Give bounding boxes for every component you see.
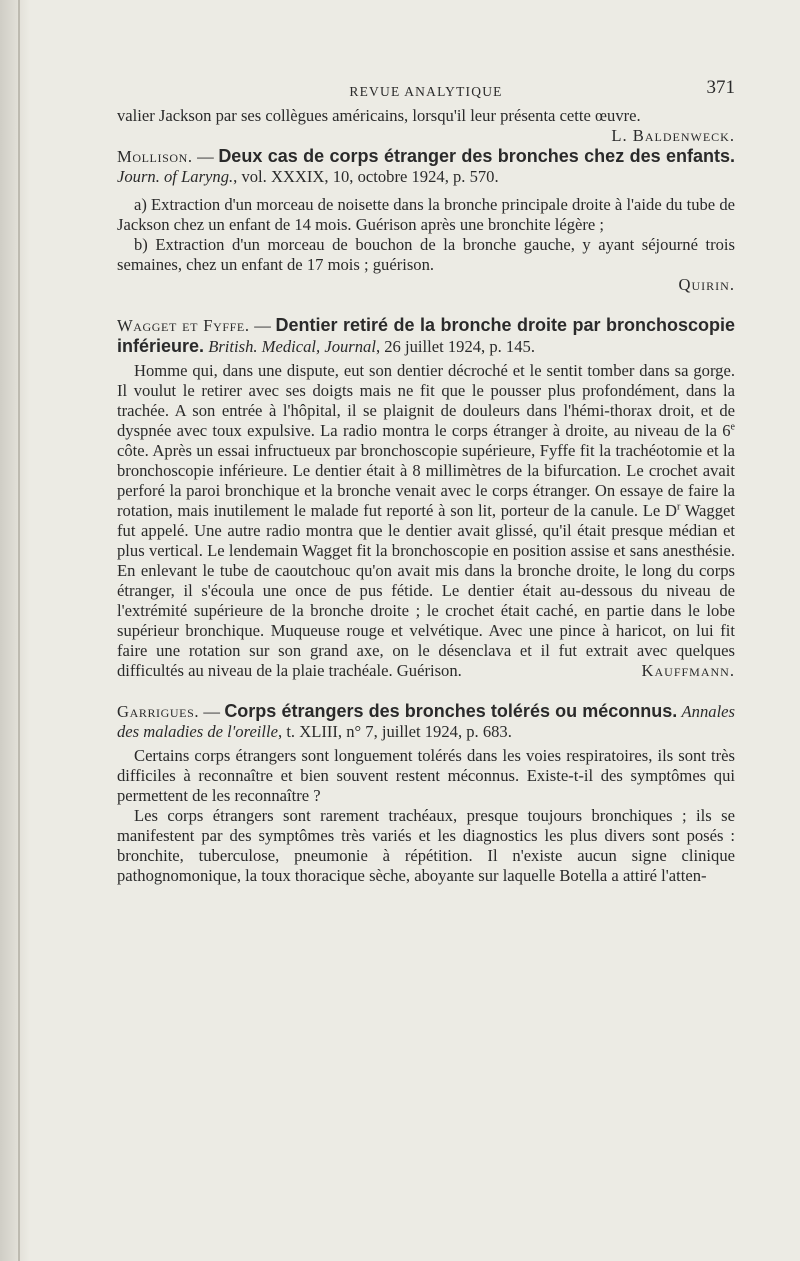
- running-head-title: REVUE ANALYTIQUE: [349, 84, 503, 99]
- superscript: r: [676, 501, 681, 513]
- entry-dash: —: [199, 702, 225, 721]
- paragraph-part: côte. Après un essai infructueux par bronchoscopie supérieure, Fyffe fit la trachéotomie et la bronchoscopie inférieure. Le dentier était à 8 millimètres de la bifurcation. Le crochet avait perforé la paroi bronchique et la bronche venait avec le corps étranger. On essaye de faire la rotation, mais inutilement le malade fut reporté à son lit, porteur de la canule. Le D: [117, 441, 735, 520]
- continuation-text: [117, 106, 735, 145]
- signature-baldenweck: L. Baldenweck.: [611, 126, 735, 145]
- running-head: [117, 76, 735, 106]
- journal-page: [117, 76, 735, 886]
- entry-heading: [117, 146, 735, 187]
- entry-author: Garrigues.: [117, 702, 200, 721]
- entry-dash: —: [192, 147, 219, 166]
- paragraph: Les corps étrangers sont rarement trachéaux, presque toujours bronchiques ; ils se manifestent par des symptômes très variés et les diagnostics les plus divers sont posés : bronchite, tuberculose, pneumonie à répétition. Il n'existe aucun signe clinique pathognomonique, la toux thoracique sèche, aboyante sur laquelle Botella a attiré l'atten-: [117, 806, 735, 885]
- page-spine: [0, 0, 30, 1261]
- continuation-block: [117, 106, 735, 145]
- entry-journal: Journ. of Laryng.: [117, 167, 234, 186]
- entry-title: Corps étrangers des bronches tolérés ou méconnus.: [224, 701, 678, 721]
- entry-wagget-fyffe: [117, 315, 735, 681]
- paragraph: a) Extraction d'un morceau de noisette dans la bronche principale droite à l'aide du tube de Jackson chez un enfant de 14 mois. Guérison après une bronchite légère ;: [117, 195, 735, 234]
- page-number: 371: [706, 77, 735, 98]
- entry-title: Dentier retiré de la bronche droite par bronchoscopie inférieure.: [117, 315, 735, 356]
- entry-reference: , 26 juillet 1924, p. 145.: [375, 337, 535, 356]
- signature-quirin: Quirin.: [678, 275, 735, 294]
- entry-title: Deux cas de corps étranger des bronches chez des enfants.: [218, 146, 735, 166]
- entry-reference: , t. XLIII, n° 7, juillet 1924, p. 683.: [278, 722, 512, 741]
- entry-journal: Annales des maladies de l'oreille: [117, 702, 736, 741]
- entry-mollison: [117, 146, 735, 295]
- entry-journal: British. Medical, Journal: [208, 337, 376, 356]
- paragraph: [117, 361, 735, 681]
- superscript: e: [730, 421, 735, 433]
- entry-heading: [117, 315, 735, 357]
- paragraph-part: Wagget fut appelé. Une autre radio montra que le dentier avait glissé, qu'il était presque médian et plus vertical. Le lendemain Wagget fit la bronchoscopie en position assise et sans anesthésie. En enlevant le tube de caoutchouc qu'on avait mis dans la bronche droite, le long du corps étranger, il s'écoula une once de pus fétide. Le dentier était au-dessous du niveau de l'extrémité supérieure de la bronche droite ; le crochet était caché, en partie dans le lobe supérieur bronchique. Muqueuse rouge et velvétique. Avec une pince à haricot, on lui fit faire une rotation sur son grand axe, on le désenclava et il fut extrait avec quelques difficultés au niveau de la plaie trachéale. Guérison.: [117, 501, 735, 680]
- entry-reference: , vol. XXXIX, 10, octobre 1924, p. 570.: [233, 167, 499, 186]
- entry-author: Wagget et Fyffe.: [117, 316, 250, 335]
- entry-dash: —: [249, 316, 276, 335]
- signature-kauffmann: Kauffmann.: [641, 661, 735, 680]
- entry-author: Mollison.: [117, 147, 193, 166]
- entry-heading: [117, 701, 735, 742]
- paragraph-part: Homme qui, dans une dispute, eut son dentier décroché et le sentit tomber dans sa gorge. Il voulut le retirer avec ses doigts mais ne fit que le pousser plus profondément, dans la trachée. A son entrée à l'hôpital, il se plaignit de douleurs dans l'hémi-thorax droit, et de dyspnée avec toux expulsive. La radio montra le corps étranger à droite, au niveau de la 6: [117, 361, 735, 440]
- binding-edge: [18, 0, 20, 1261]
- paragraph: Certains corps étrangers sont longuement tolérés dans les voies respiratoires, ils sont très difficiles à reconnaître et bien souvent restent méconnus. Existe-t-il des symptômes qui permettent de les reconnaître ?: [117, 746, 735, 805]
- continuation-body: valier Jackson par ses collègues américains, lorsqu'il leur présenta cette œuvre.: [117, 106, 641, 125]
- paragraph: b) Extraction d'un morceau de bouchon de la bronche gauche, y ayant séjourné trois semaines, chez un enfant de 17 mois ; guérison.: [117, 235, 735, 274]
- entry-garrigues: [117, 701, 735, 886]
